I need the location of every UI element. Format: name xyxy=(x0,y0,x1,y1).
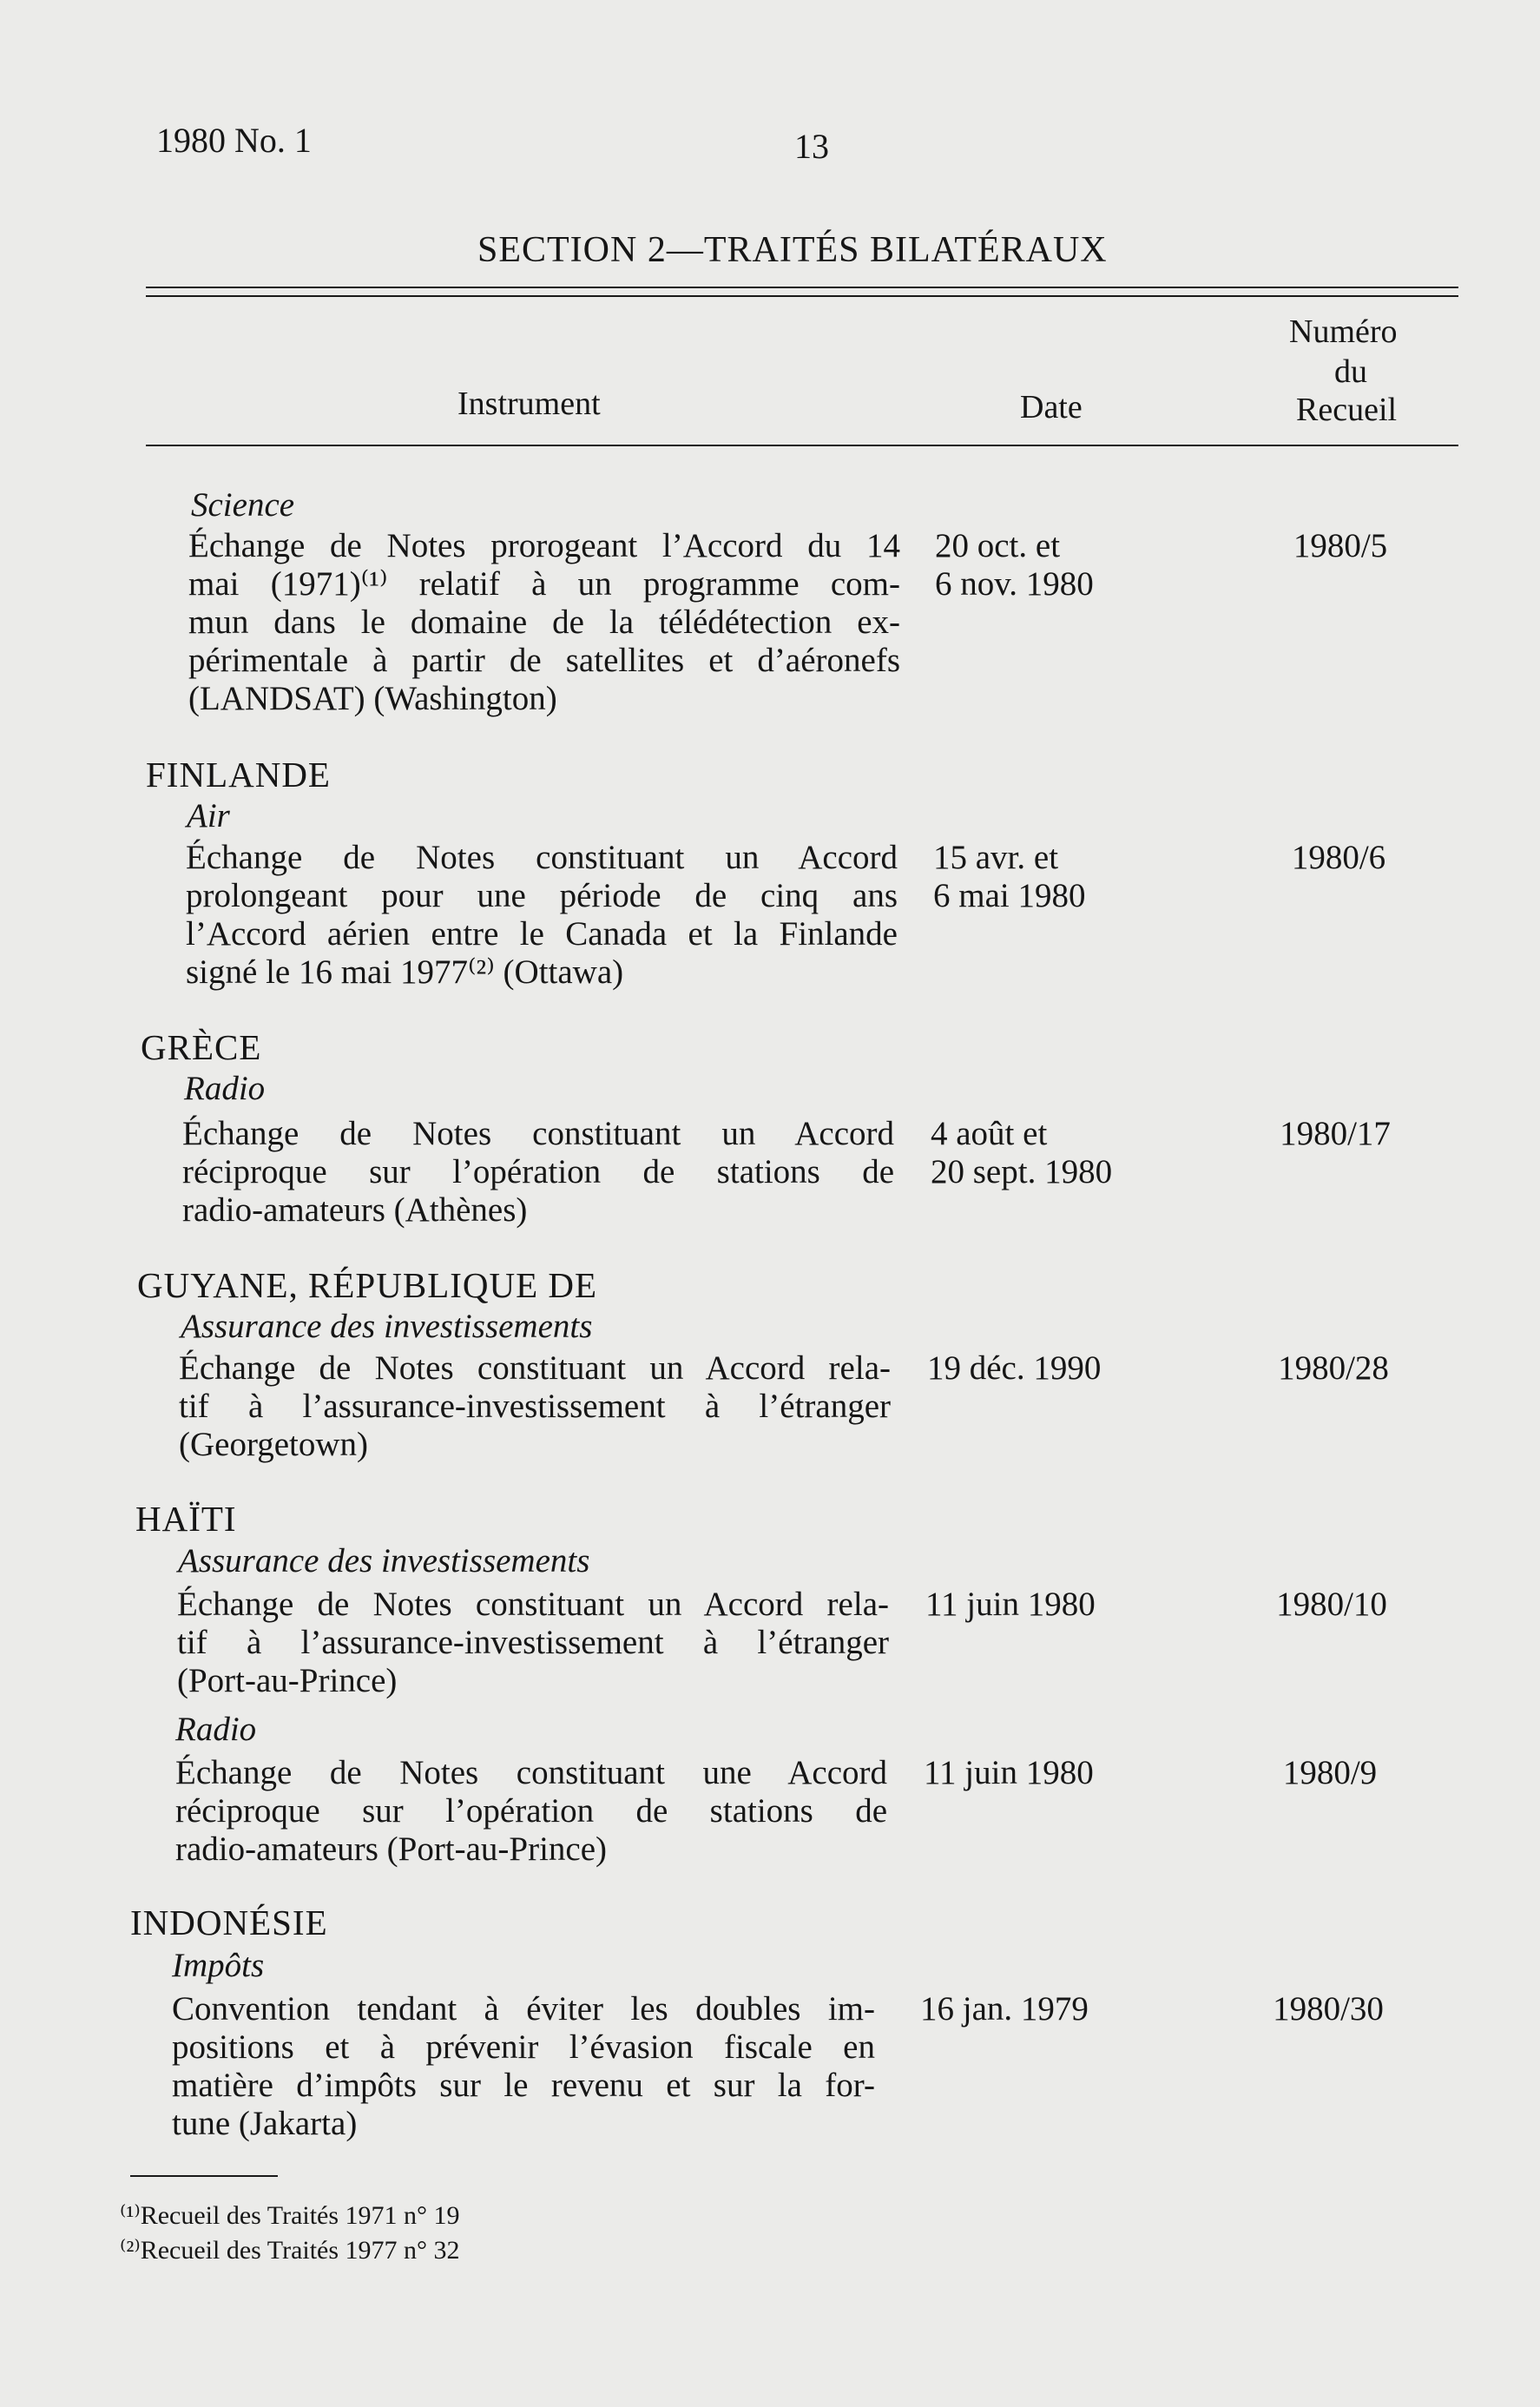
entry-subject: Radio xyxy=(184,1070,266,1107)
entry-line: mai (1971)⁽¹⁾ relatif à un programme com- xyxy=(188,565,900,603)
column-header-numero-2: du xyxy=(1334,353,1367,390)
entry-line: (Georgetown) xyxy=(179,1426,369,1463)
entry-date-line: 19 déc. 1990 xyxy=(927,1349,1102,1387)
title-rule-top xyxy=(146,287,1458,288)
country-name: GUYANE, RÉPUBLIQUE DE xyxy=(137,1265,598,1305)
entry-description xyxy=(188,527,900,718)
entry-number: 1980/10 xyxy=(1276,1586,1387,1623)
entry-description xyxy=(186,839,898,992)
entry-subject: Impôts xyxy=(172,1947,265,1984)
entry-subject: Assurance des investissements xyxy=(178,1542,590,1579)
entry-number: 1980/5 xyxy=(1293,527,1388,564)
entry-date-line: 11 juin 1980 xyxy=(925,1586,1096,1623)
entry-line: matière d’impôts sur le revenu et sur la for- xyxy=(172,2067,875,2104)
entry-description xyxy=(172,1990,875,2143)
entry-number: 1980/9 xyxy=(1282,1754,1378,1791)
page-number: 13 xyxy=(794,127,829,166)
entry-number: 1980/28 xyxy=(1278,1349,1389,1387)
entry-line: Convention tendant à éviter les doubles im- xyxy=(172,1990,875,2028)
entry-description xyxy=(179,1349,891,1464)
entry-date xyxy=(920,1990,1146,2028)
entry-line: (LANDSAT) (Washington) xyxy=(188,680,557,717)
entry-line: périmentale à partir de satellites et d’aéronefs xyxy=(188,642,900,679)
entry-line: Échange de Notes constituant un Accord rela- xyxy=(179,1349,891,1387)
entry-number: 1980/30 xyxy=(1273,1990,1384,2028)
column-header-instrument: Instrument xyxy=(457,386,601,422)
entry-line: signé le 16 mai 1977⁽²⁾ (Ottawa) xyxy=(186,953,624,991)
entry-date-line: 20 oct. et xyxy=(935,527,1061,564)
entry-line: positions et à prévenir l’évasion fiscale en xyxy=(172,2028,875,2066)
entry-date-line: 15 avr. et xyxy=(933,839,1059,876)
column-header-rule xyxy=(146,445,1458,446)
entry-line: mun dans le domaine de la télédétection ex- xyxy=(188,603,900,641)
entry-date-line: 11 juin 1980 xyxy=(924,1754,1094,1791)
entry-line: réciproque sur l’opération de stations de xyxy=(182,1153,894,1190)
country-name: INDONÉSIE xyxy=(130,1903,328,1942)
entry-line: Échange de Notes constituant un Accord xyxy=(182,1115,894,1152)
page-header-year-no: 1980 No. 1 xyxy=(156,121,312,160)
entry-date xyxy=(925,1586,1151,1624)
entry-line: radio-amateurs (Athènes) xyxy=(182,1191,528,1229)
entry-line: réciproque sur l’opération de stations de xyxy=(175,1792,887,1830)
entry-line: tif à l’assurance-investissement à l’étranger xyxy=(177,1624,889,1661)
entry-description xyxy=(175,1754,887,1869)
entry-date xyxy=(931,1115,1156,1191)
entry-date-line: 4 août et xyxy=(931,1115,1048,1152)
country-name: HAÏTI xyxy=(135,1499,237,1539)
entry-line: Échange de Notes constituant une Accord xyxy=(175,1754,887,1791)
entry-subject: Assurance des investissements xyxy=(181,1308,593,1345)
entry-line: Échange de Notes constituant un Accord rela- xyxy=(177,1586,889,1623)
entry-date-line: 16 jan. 1979 xyxy=(920,1990,1089,2028)
entry-number: 1980/6 xyxy=(1291,839,1386,876)
footnote-2: ⁽²⁾Recueil des Traités 1977 n° 32 xyxy=(120,2236,460,2265)
entry-date-line: 6 mai 1980 xyxy=(933,877,1086,914)
entry-line: radio-amateurs (Port-au-Prince) xyxy=(175,1830,608,1868)
entry-line: Échange de Notes prorogeant l’Accord du 14 xyxy=(188,527,900,564)
column-header-date: Date xyxy=(1020,389,1083,425)
entry-date-line: 20 sept. 1980 xyxy=(931,1153,1113,1190)
entry-line: prolongeant pour une période de cinq ans xyxy=(186,877,898,914)
entry-line: tif à l’assurance-investissement à l’étranger xyxy=(179,1388,891,1425)
column-header-numero-3: Recueil xyxy=(1296,392,1398,428)
title-rule-bottom xyxy=(146,295,1458,297)
country-name: GRÈCE xyxy=(141,1027,262,1067)
entry-date xyxy=(924,1754,1149,1792)
country-name: FINLANDE xyxy=(146,755,331,795)
entry-line: Échange de Notes constituant un Accord xyxy=(186,839,898,876)
entry-subject: Air xyxy=(187,797,230,834)
footnote-1: ⁽¹⁾Recueil des Traités 1971 n° 19 xyxy=(120,2201,460,2230)
entry-date xyxy=(935,527,1161,603)
footnote-rule xyxy=(130,2175,278,2177)
entry-date xyxy=(927,1349,1153,1388)
entry-number: 1980/17 xyxy=(1280,1115,1391,1152)
entry-subject: Radio xyxy=(175,1711,257,1748)
section-title: SECTION 2—TRAITÉS BILATÉRAUX xyxy=(477,230,1108,270)
column-header-numero-1: Numéro xyxy=(1289,313,1398,350)
entry-line: l’Accord aérien entre le Canada et la Finlande xyxy=(186,915,898,953)
entry-date-line: 6 nov. 1980 xyxy=(935,565,1094,603)
entry-line: (Port-au-Prince) xyxy=(177,1662,398,1699)
entry-description xyxy=(177,1586,889,1700)
entry-description xyxy=(182,1115,894,1230)
entry-subject: Science xyxy=(191,486,295,524)
entry-date xyxy=(933,839,1159,915)
entry-line: tune (Jakarta) xyxy=(172,2105,358,2142)
